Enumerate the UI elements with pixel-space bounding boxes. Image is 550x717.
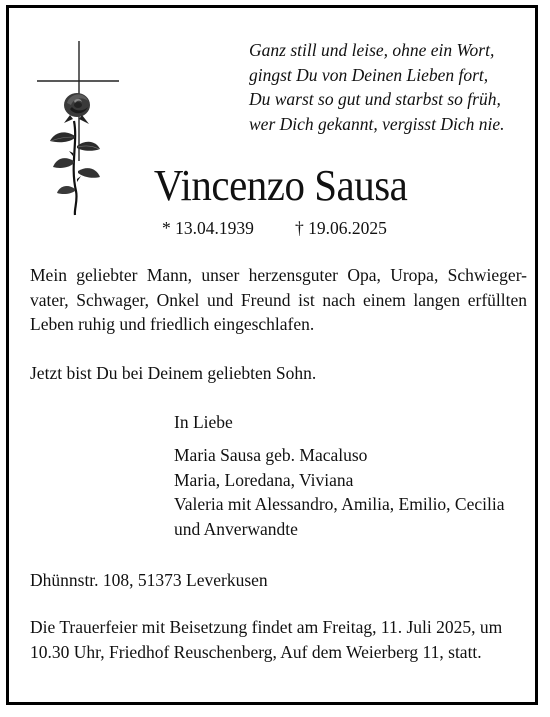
signoff: In Liebe (174, 412, 233, 432)
poem-line: Ganz still und leise, ohne ein Wort, (249, 40, 495, 60)
obituary-frame (6, 5, 538, 705)
poem-line: gingst Du von Deinen Lieben fort, (249, 64, 489, 85)
funeral-line: 10.30 Uhr, Friedhof Reuschenberg, Auf dem Weierberg 11, statt. (30, 641, 482, 662)
obituary-content (9, 8, 541, 708)
mourners-list (174, 443, 505, 541)
mourner-line: Valeria mit Alessandro, Amilia, Emilio, Cecilia (174, 494, 505, 514)
funeral-line: Die Trauerfeier mit Beisetzung findet am Freitag, 11. Juli 2025, um (30, 617, 503, 637)
deceased-name: Vincenzo Sausa (153, 161, 408, 210)
death-date: † 19.06.2025 (295, 218, 387, 238)
mourner-line: Maria Sausa geb. Macaluso (174, 445, 368, 465)
tribute-line: vater, Schwager, Onkel und Freund ist nach einem langen erfüllten (30, 289, 527, 310)
mourner-line: und Anverwandte (174, 518, 298, 539)
poem-line: wer Dich gekannt, vergisst Dich nie. (249, 113, 505, 134)
mourner-line: Maria, Loredana, Viviana (174, 469, 354, 490)
poem (249, 38, 539, 136)
address: Dhünnstr. 108, 51373 Leverkusen (30, 570, 268, 590)
tribute-paragraph (30, 263, 527, 337)
funeral-notice (30, 615, 527, 664)
tribute-line: Leben ruhig und friedlich eingeschlafen. (30, 314, 315, 334)
birth-date: * 13.04.1939 (162, 218, 254, 238)
poem-line: Du warst so gut und starbst so früh, (249, 89, 501, 109)
tribute-line: Mein geliebter Mann, unser herzensguter Opa, Uropa, Schwieger- (30, 265, 527, 285)
son-paragraph: Jetzt bist Du bei Deinem geliebten Sohn. (30, 363, 317, 383)
